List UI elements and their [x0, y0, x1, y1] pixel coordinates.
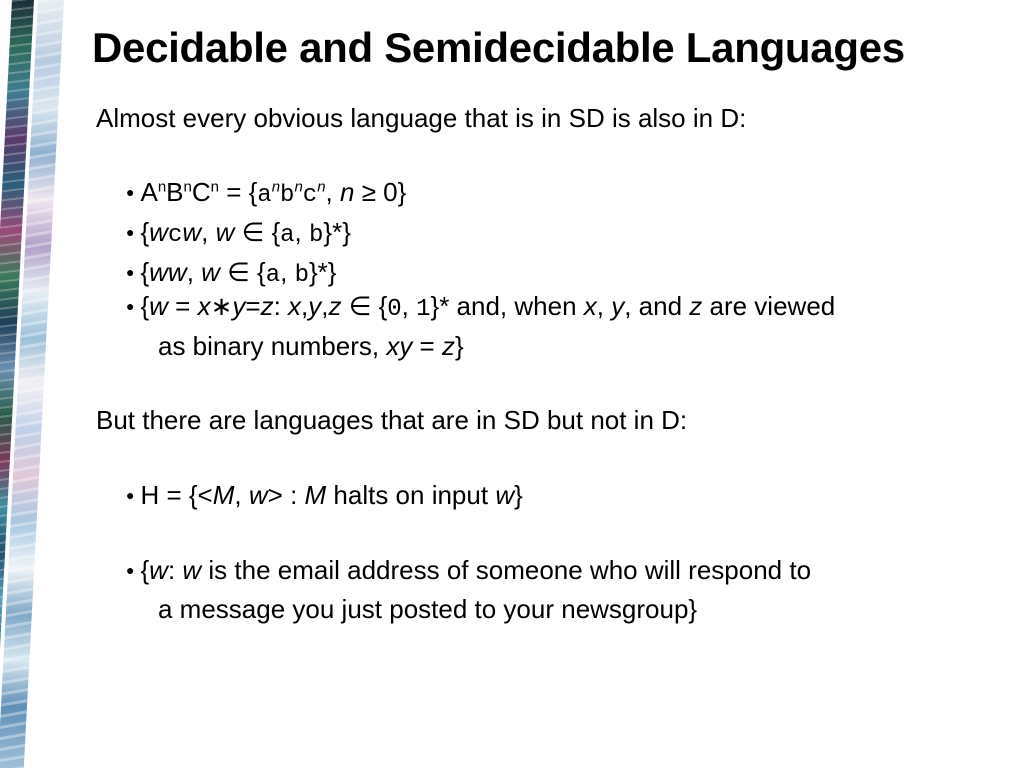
bullet-icon: ● — [126, 298, 135, 315]
slide-title: Decidable and Semidecidable Languages — [92, 24, 905, 71]
list-item-wcw: ● {wcw, w ∈ {a, b}*} — [126, 217, 351, 249]
list-item-binary-multiplication: ● {w = x∗y=z: x,y,z ∈ {0, 1}* and, when x, y, and z are viewed — [126, 291, 836, 323]
list-item-email-language-continued: a message you just posted to your newsgroup} — [158, 594, 698, 624]
list-item-email-language: ● {w: w is the email address of someone who will respond to — [126, 555, 812, 585]
intro-text-sd-in-d: Almost every obvious language that is in SD is also in D: — [96, 103, 747, 133]
bullet-icon: ● — [126, 487, 135, 504]
list-item-binary-multiplication-continued: as binary numbers, xy = z} — [158, 331, 464, 361]
intro-text-sd-not-d: But there are languages that are in SD but not in D: — [96, 405, 688, 435]
bullet-icon: ● — [126, 184, 135, 201]
list-item-ww: ● {ww, w ∈ {a, b}*} — [126, 257, 337, 289]
list-item-halting-language: ● H = {<M, w> : M halts on input w} — [126, 480, 523, 510]
bullet-icon: ● — [126, 264, 135, 281]
bullet-icon: ● — [126, 224, 135, 241]
list-item-anbncn: ● $A^nB^nC^n = \{a^nb^nc^n$, n ≥ 0} — [126, 177, 407, 209]
bullet-icon: ● — [126, 562, 135, 579]
